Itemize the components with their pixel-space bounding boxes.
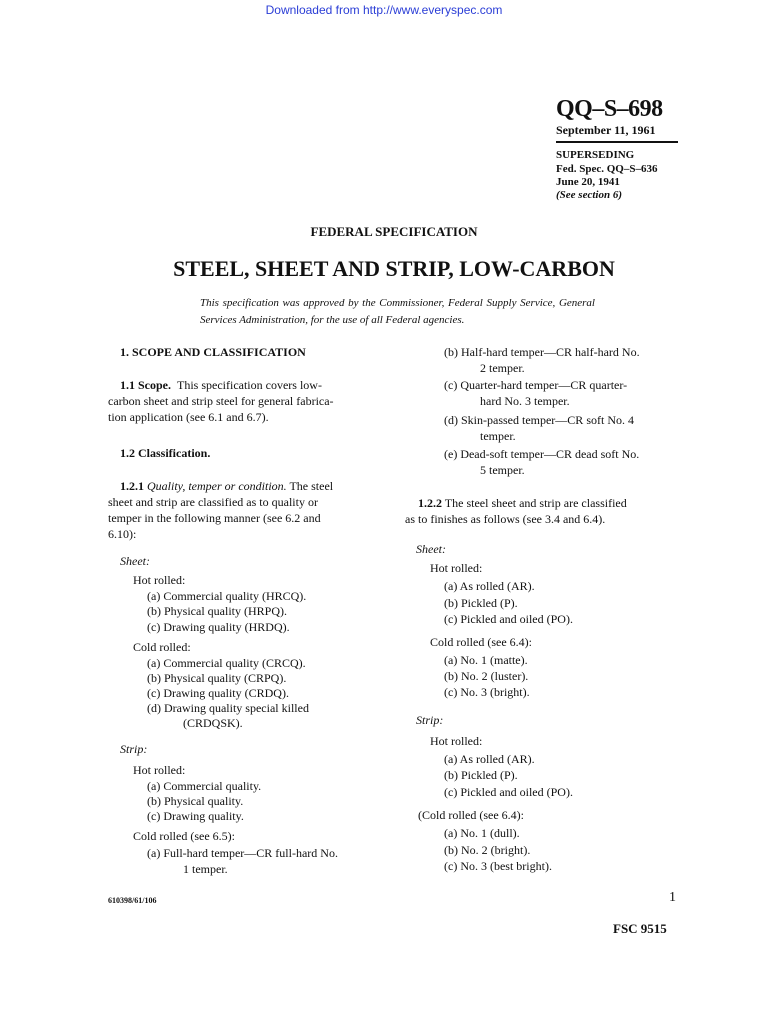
list-item: (c) Drawing quality (CRDQ). (147, 686, 289, 700)
list-item: (b) Pickled (P). (444, 768, 518, 782)
list-item: (c) Pickled and oiled (PO). (444, 612, 573, 626)
p121-line: sheet and strip are classified as to quality or (108, 495, 318, 509)
list-item: (a) As rolled (AR). (444, 579, 535, 593)
cold-rolled-label: Cold rolled: (133, 640, 191, 654)
list-item-continuation: 5 temper. (480, 463, 525, 477)
spec-number: QQ–S–698 (556, 96, 663, 122)
scope-text: This specification covers low- (177, 378, 322, 392)
list-item: (a) As rolled (AR). (444, 752, 535, 766)
p121-italic: Quality, temper or condition. (147, 479, 287, 493)
scope-paragraph-line: carbon sheet and strip steel for general fabrica- (108, 394, 334, 408)
p121-rest: The steel (289, 479, 334, 493)
list-item: (c) Drawing quality. (147, 809, 244, 823)
sheet-label: Sheet: (120, 554, 150, 568)
hot-rolled-label: Hot rolled: (430, 734, 483, 748)
p121-line (120, 480, 333, 492)
p122-rest: The steel sheet and strip are classified (444, 496, 627, 510)
list-item: (e) Dead-soft temper—CR dead soft No. (444, 447, 640, 461)
fsc-class: FSC 9515 (613, 921, 667, 936)
hot-rolled-label: Hot rolled: (430, 561, 483, 575)
list-item: (a) Commercial quality (CRCQ). (147, 656, 306, 670)
list-item: (b) Half-hard temper—CR half-hard No. (444, 345, 640, 359)
list-item: (b) Physical quality. (147, 794, 244, 808)
strip-label: Strip: (120, 742, 148, 756)
scope-paragraph-line: tion application (see 6.1 and 6.7). (108, 410, 269, 424)
scope-label: 1.1 Scope. (120, 378, 171, 392)
p122-number: 1.2.2 (418, 496, 442, 510)
sheet-label: Sheet: (416, 542, 446, 556)
list-item: (c) No. 3 (bright). (444, 685, 530, 699)
section-1-heading: 1. SCOPE AND CLASSIFICATION (120, 345, 306, 359)
document-type: FEDERAL SPECIFICATION (310, 224, 478, 239)
list-item-continuation: 1 temper. (183, 862, 228, 876)
list-item: (a) Full-hard temper—CR full-hard No. (147, 846, 338, 860)
list-item: (b) Physical quality (HRPQ). (147, 604, 287, 618)
list-item: (d) Drawing quality special killed (147, 701, 309, 715)
print-code: 610398/61/106 (108, 896, 157, 905)
header-rule (556, 141, 678, 143)
p122-line: as to finishes as follows (see 3.4 and 6.4). (405, 512, 606, 526)
list-item: (a) No. 1 (matte). (444, 653, 528, 667)
cold-rolled-label: (Cold rolled (see 6.4): (418, 808, 524, 822)
list-item: (b) Physical quality (CRPQ). (147, 671, 287, 685)
cold-rolled-label: Cold rolled (see 6.5): (133, 829, 235, 843)
hot-rolled-label: Hot rolled: (133, 573, 186, 587)
list-item-continuation: temper. (480, 429, 516, 443)
document-title: STEEL, SHEET AND STRIP, LOW-CARBON (173, 256, 615, 281)
p122-line (418, 497, 627, 509)
p121-line: 6.10): (108, 527, 137, 541)
list-item: (c) Quarter-hard temper—CR quarter- (444, 378, 628, 392)
superseding-label: SUPERSEDING (556, 149, 635, 161)
list-item: (b) No. 2 (bright). (444, 843, 531, 857)
list-item: (b) No. 2 (luster). (444, 669, 529, 683)
hot-rolled-label: Hot rolled: (133, 763, 186, 777)
list-item: (a) Commercial quality (HRCQ). (147, 589, 307, 603)
list-item: (b) Pickled (P). (444, 596, 518, 610)
list-item-continuation: (CRDQSK). (183, 716, 243, 730)
superseded-spec: Fed. Spec. QQ–S–636 (556, 163, 658, 175)
p121-line: temper in the following manner (see 6.2 and (108, 511, 321, 525)
superseded-date: June 20, 1941 (556, 176, 620, 188)
list-item-continuation: 2 temper. (480, 361, 525, 375)
list-item: (d) Skin-passed temper—CR soft No. 4 (444, 413, 634, 427)
see-section-note: (See section 6) (556, 189, 622, 201)
strip-label: Strip: (416, 713, 444, 727)
approval-statement: This specification was approved by the Commissioner, Federal Supply Service, General Services Administration, for the use of all Federal agencies. (200, 297, 595, 326)
list-item: (c) No. 3 (best bright). (444, 859, 552, 873)
list-item: (c) Pickled and oiled (PO). (444, 785, 573, 799)
spec-date: September 11, 1961 (556, 123, 656, 137)
page-number: 1 (669, 890, 676, 905)
list-item-continuation: hard No. 3 temper. (480, 394, 570, 408)
list-item: (c) Drawing quality (HRDQ). (147, 620, 290, 634)
scope-paragraph-line (120, 379, 322, 391)
download-source-link[interactable]: Downloaded from http://www.everyspec.com (265, 3, 503, 17)
cold-rolled-label: Cold rolled (see 6.4): (430, 635, 532, 649)
list-item: (a) No. 1 (dull). (444, 826, 520, 840)
classification-heading: 1.2 Classification. (120, 446, 211, 460)
p121-number: 1.2.1 (120, 479, 144, 493)
list-item: (a) Commercial quality. (147, 779, 262, 793)
